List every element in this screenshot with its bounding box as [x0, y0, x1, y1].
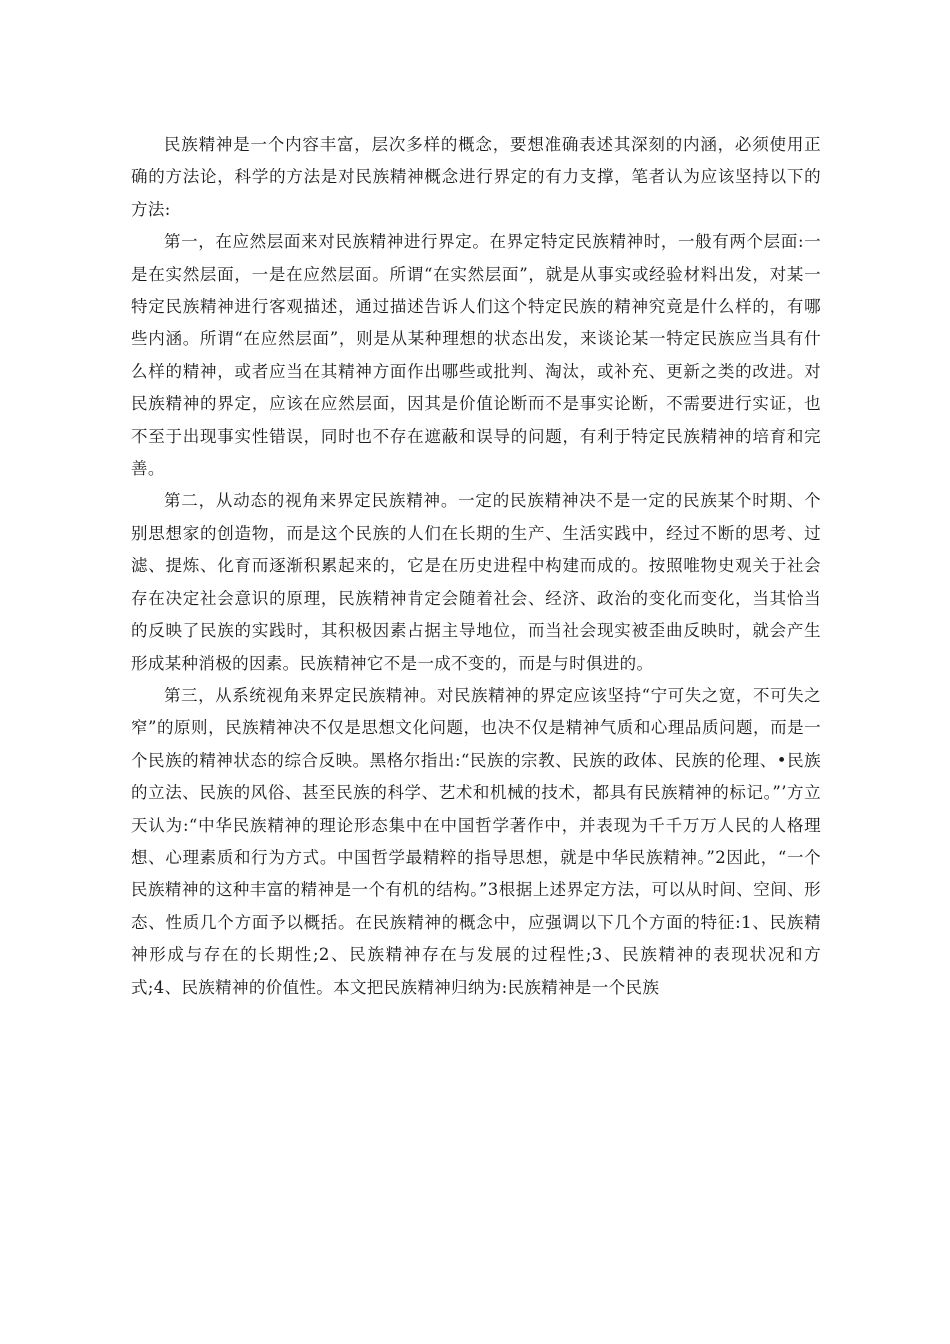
paragraph-first-method: 第一，在应然层面来对民族精神进行界定。在界定特定民族精神时，一般有两个层面:一是在实然层面，一是在应然层面。所谓“在实然层面”，就是从事实或经验材料出发，对某一特定民族精神进行客观描述，通过描述告诉人们这个特定民族的精神究竟是什么样的，有哪些内涵。所谓“在应然层面”，则是从某种理想的状态出发，来谈论某一特定民族应当具有什么样的精神，或者应当在其精神方面作出哪些或批判、淘汰，或补充、更新之类的改进。对民族精神的界定，应该在应然层面，因其是价值论断而不是事实论断，不需要进行实证，也不至于出现事实性错误，同时也不存在遮蔽和误导的问题，有利于特定民族精神的培育和完善。: [131, 232, 821, 479]
document-body: [131, 129, 821, 1004]
paragraph-third-method: 第三，从系统视角来界定民族精神。对民族精神的界定应该坚持“宁可失之宽，不可失之窄”的原则，民族精神决不仅是思想文化问题，也决不仅是精神气质和心理品质问题，而是一个民族的精神状态的综合反映。黑格尔指出:“民族的宗教、民族的政体、民族的伦理、•民族的立法、民族的风俗、甚至民族的科学、艺术和机械的技术，都具有民族精神的标记。”’方立天认为:“中华民族精神的理论形态集中在中国哲学著作中，并表现为千千万万人民的人格理想、心理素质和行为方式。中国哲学最精粹的指导思想，就是中华民族精神。”2因此，“一个民族精神的这种丰富的精神是一个有机的结构。”3根据上述界定方法，可以从时间、空间、形态、性质几个方面予以概括。在民族精神的概念中，应强调以下几个方面的特征:1、民族精神形成与存在的长期性;2、民族精神存在与发展的过程性;3、民族精神的表现状况和方式;4、民族精神的价值性。本文把民族精神归纳为:民族精神是一个民族: [131, 685, 821, 997]
paragraph-intro: 民族精神是一个内容丰富，层次多样的概念，要想准确表述其深刻的内涵，必须使用正确的方法论，科学的方法是对民族精神概念进行界定的有力支撑，笔者认为应该坚持以下的方法:: [131, 135, 821, 219]
paragraph-second-method: 第二，从动态的视角来界定民族精神。一定的民族精神决不是一定的民族某个时期、个别思想家的创造物，而是这个民族的人们在长期的生产、生活实践中，经过不断的思考、过滤、提炼、化育而逐渐积累起来的，它是在历史进程中构建而成的。按照唯物史观关于社会存在决定社会意识的原理，民族精神肯定会随着社会、经济、政治的变化而变化，当其恰当的反映了民族的实践时，其积极因素占据主导地位，而当社会现实被歪曲反映时，就会产生形成某种消极的因素。民族精神它不是一成不变的，而是与时俱进的。: [131, 491, 821, 673]
